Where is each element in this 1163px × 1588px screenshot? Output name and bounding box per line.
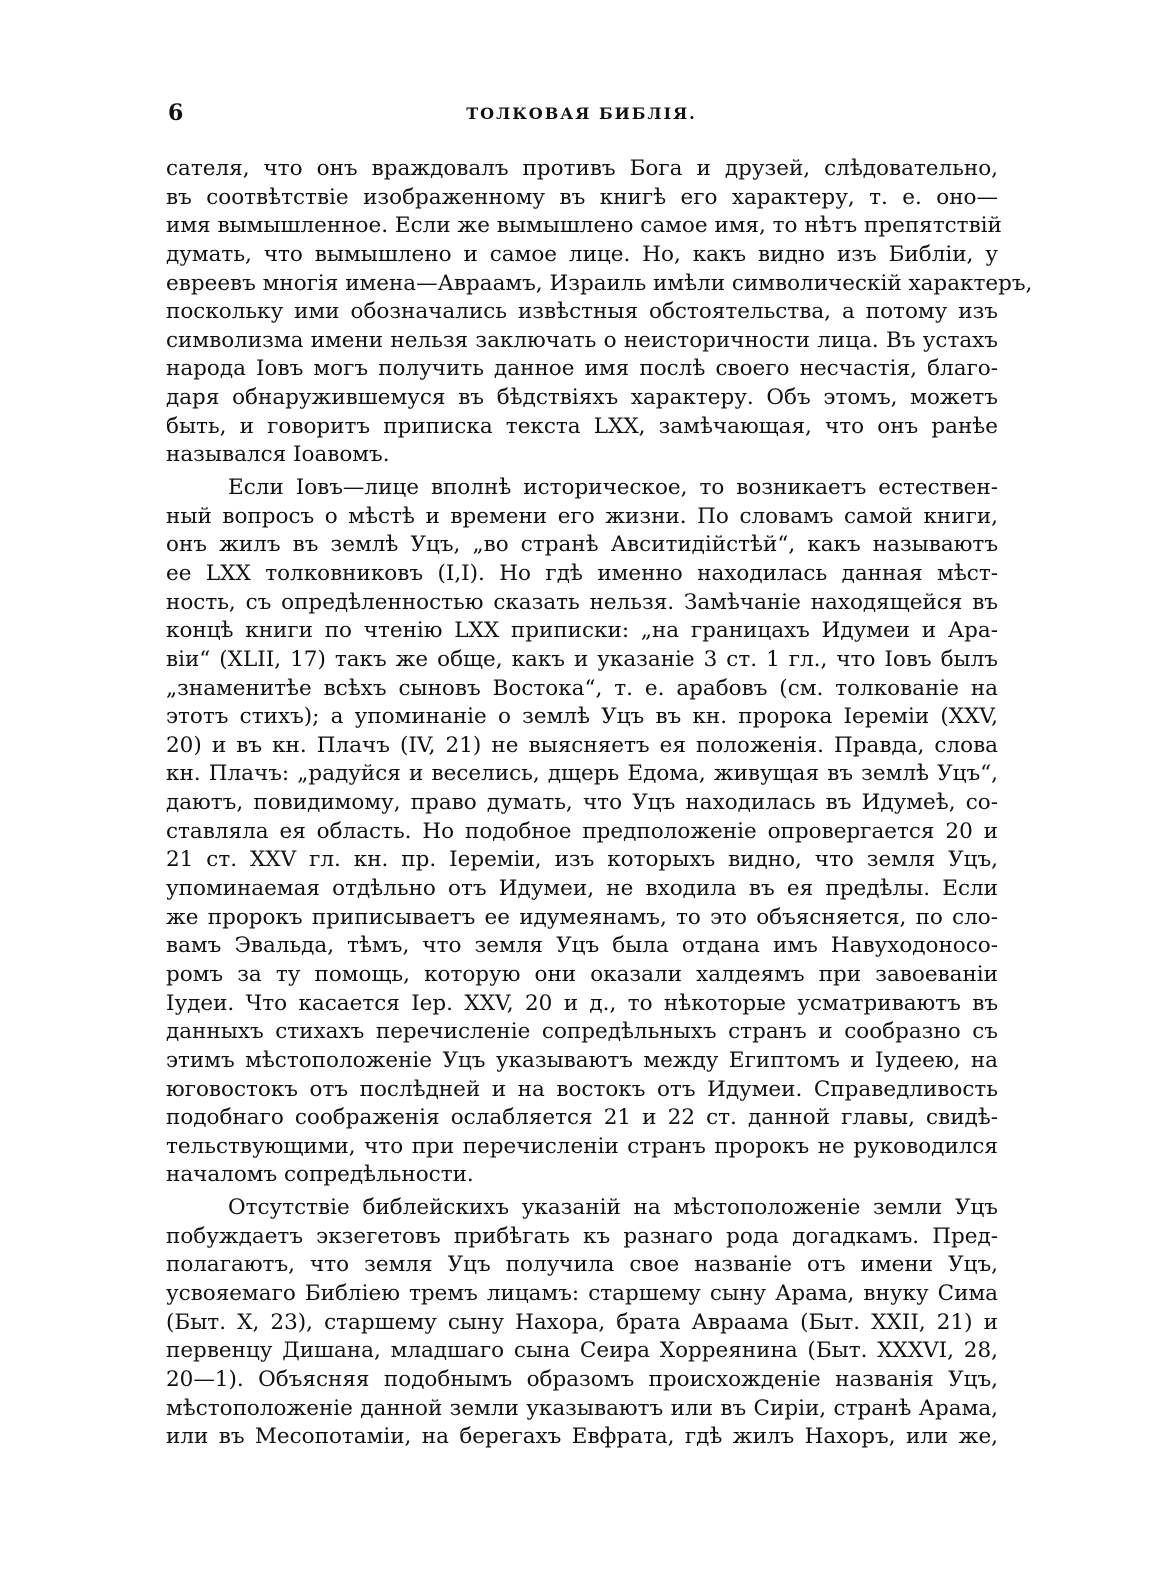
text-line: ромъ за ту помощь, которую они оказали халдеямъ при завоеваніи	[166, 961, 998, 987]
text-line: Отсутствіе библейскихъ указаній на мѣстоположеніе земли Уцъ	[228, 1195, 998, 1221]
text-line: кн. Плачъ: „радуйся и веселись, дщерь Едома, живущая въ землѣ Уцъ“,	[166, 761, 998, 787]
text-line: (Быт. X, 23), старшему сыну Нахора, брата Авраама (Быт. XXII, 21) и	[166, 1309, 998, 1335]
text-line: началомъ сопредѣльности.	[166, 1162, 474, 1188]
text-line: 20—1). Объясняя подобнымъ образомъ происхожденіе названія Уцъ,	[166, 1366, 998, 1392]
text-line: юговостокъ отъ послѣдней и на востокъ отъ Идумеи. Справедливость	[166, 1076, 998, 1102]
text-line: евреевъ многія имена—Авраамъ, Израиль имѣли символическій характеръ,	[166, 270, 1033, 296]
text-line: ный вопросъ о мѣстѣ и времени его жизни. По словамъ самой книги,	[166, 503, 998, 529]
text-line: Если Іовъ—лице вполнѣ историческое, то возникаетъ естествен-	[228, 475, 998, 501]
text-line: народа Іовъ могъ получить данное имя послѣ своего несчастія, благо-	[166, 356, 998, 382]
text-line: сателя, что онъ враждовалъ противъ Бога и друзей, слѣдовательно,	[166, 156, 998, 181]
text-line: даря обнаружившемуся въ бѣдствіяхъ характеру. Объ этомъ, можетъ	[166, 385, 998, 411]
page-number: 6	[168, 100, 184, 126]
paragraph	[166, 1194, 998, 1452]
text-line: символизма имени нельзя заключать о неисторичности лица. Въ устахъ	[166, 327, 998, 353]
text-line: мѣстоположеніе данной земли указываютъ или въ Сиріи, странѣ Арама,	[166, 1395, 998, 1421]
text-line: же пророкъ приписываетъ ее идумеянамъ, то это объясняется, по сло-	[166, 904, 998, 930]
text-line: быть, и говоритъ приписка текста LXX, замѣчающая, что онъ ранѣе	[166, 413, 998, 439]
text-line: полагаютъ, что земля Уцъ получила свое названіе отъ имени Уцъ,	[166, 1252, 998, 1278]
text-line: онъ жилъ въ землѣ Уцъ, „во странѣ Авситидійстѣй“, какъ называютъ	[166, 532, 998, 558]
text-line: ставляла ея область. Но подобное предположеніе опровергается 20 и	[166, 818, 998, 844]
text-line: усвояемаго Библіею тремъ лицамъ: старшему сыну Арама, внуку Сима	[166, 1280, 998, 1306]
text-line: подобнаго соображенія ослабляется 21 и 22 ст. данной главы, свидѣ-	[166, 1105, 998, 1131]
text-line: назывался Іоавомъ.	[166, 442, 390, 468]
paragraph	[166, 155, 1033, 470]
running-title: ТОЛКОВАЯ БИБЛІЯ.	[466, 104, 697, 123]
text-line: въ соотвѣтствіе изображенному въ книгѣ его характеру, т. е. оно—	[166, 184, 998, 210]
body-text	[166, 155, 1033, 1452]
paragraph	[166, 474, 998, 1190]
text-line: ность, съ опредѣленностью сказать нельзя. Замѣчаніе находящейся въ	[166, 589, 998, 615]
text-line: упоминаемая отдѣльно отъ Идумеи, не входила въ ея предѣлы. Если	[166, 876, 998, 902]
text-line: даютъ, повидимому, право думать, что Уцъ находилась въ Идумеѣ, со-	[166, 790, 998, 816]
text-line: поскольку ими обозначались извѣстныя обстоятельства, а потому изъ	[166, 299, 998, 325]
text-line: „знаменитѣе всѣхъ сыновъ Востока“, т. е. арабовъ (см. толкованіе на	[166, 675, 998, 701]
text-line: вамъ Эвальда, тѣмъ, что земля Уцъ была отдана имъ Навуходоносо-	[166, 933, 998, 959]
text-line: Іудеи. Что касается Іер. XXV, 20 и д., то нѣкоторые усматриваютъ въ	[166, 990, 998, 1016]
text-line: тельствующими, что при перечисленіи странъ пророкъ не руководился	[166, 1133, 998, 1159]
text-line: имя вымышленное. Если же вымышлено самое имя, то нѣтъ препятствій	[166, 213, 1002, 239]
text-line: побуждаетъ экзегетовъ прибѣгать къ разнаго рода догадкамъ. Пред-	[166, 1223, 998, 1249]
text-line: или въ Месопотаміи, на берегахъ Евфрата, гдѣ жилъ Нахоръ, или же,	[166, 1424, 998, 1450]
text-line: думать, что вымышлено и самое лице. Но, какъ видно изъ Библіи, у	[166, 241, 998, 267]
text-line: 20) и въ кн. Плачъ (IV, 21) не выясняетъ ея положенія. Правда, слова	[166, 732, 998, 758]
text-line: этотъ стихъ); а упоминаніе о землѣ Уцъ въ кн. пророка Іереміи (XXV,	[166, 704, 998, 730]
text-line: этимъ мѣстоположеніе Уцъ указываютъ между Египтомъ и Іудеею, на	[166, 1047, 998, 1073]
text-line: віи“ (XLII, 17) такъ же обще, какъ и указаніе 3 ст. 1 гл., что Іовъ былъ	[166, 646, 998, 672]
text-line: ее LXX толковниковъ (I,I). Но гдѣ именно находилась данная мѣст-	[166, 560, 998, 586]
text-line: 21 ст. XXV гл. кн. пр. Іереміи, изъ которыхъ видно, что земля Уцъ,	[166, 847, 998, 873]
text-line: данныхъ стихахъ перечисленіе сопредѣльныхъ странъ и сообразно съ	[166, 1019, 998, 1045]
text-line: концѣ книги по чтенію LXX приписки: „на границахъ Идумеи и Ара-	[166, 618, 998, 644]
text-line: первенцу Дишана, младшаго сына Сеира Хорреянина (Быт. XXXVI, 28,	[166, 1338, 998, 1364]
